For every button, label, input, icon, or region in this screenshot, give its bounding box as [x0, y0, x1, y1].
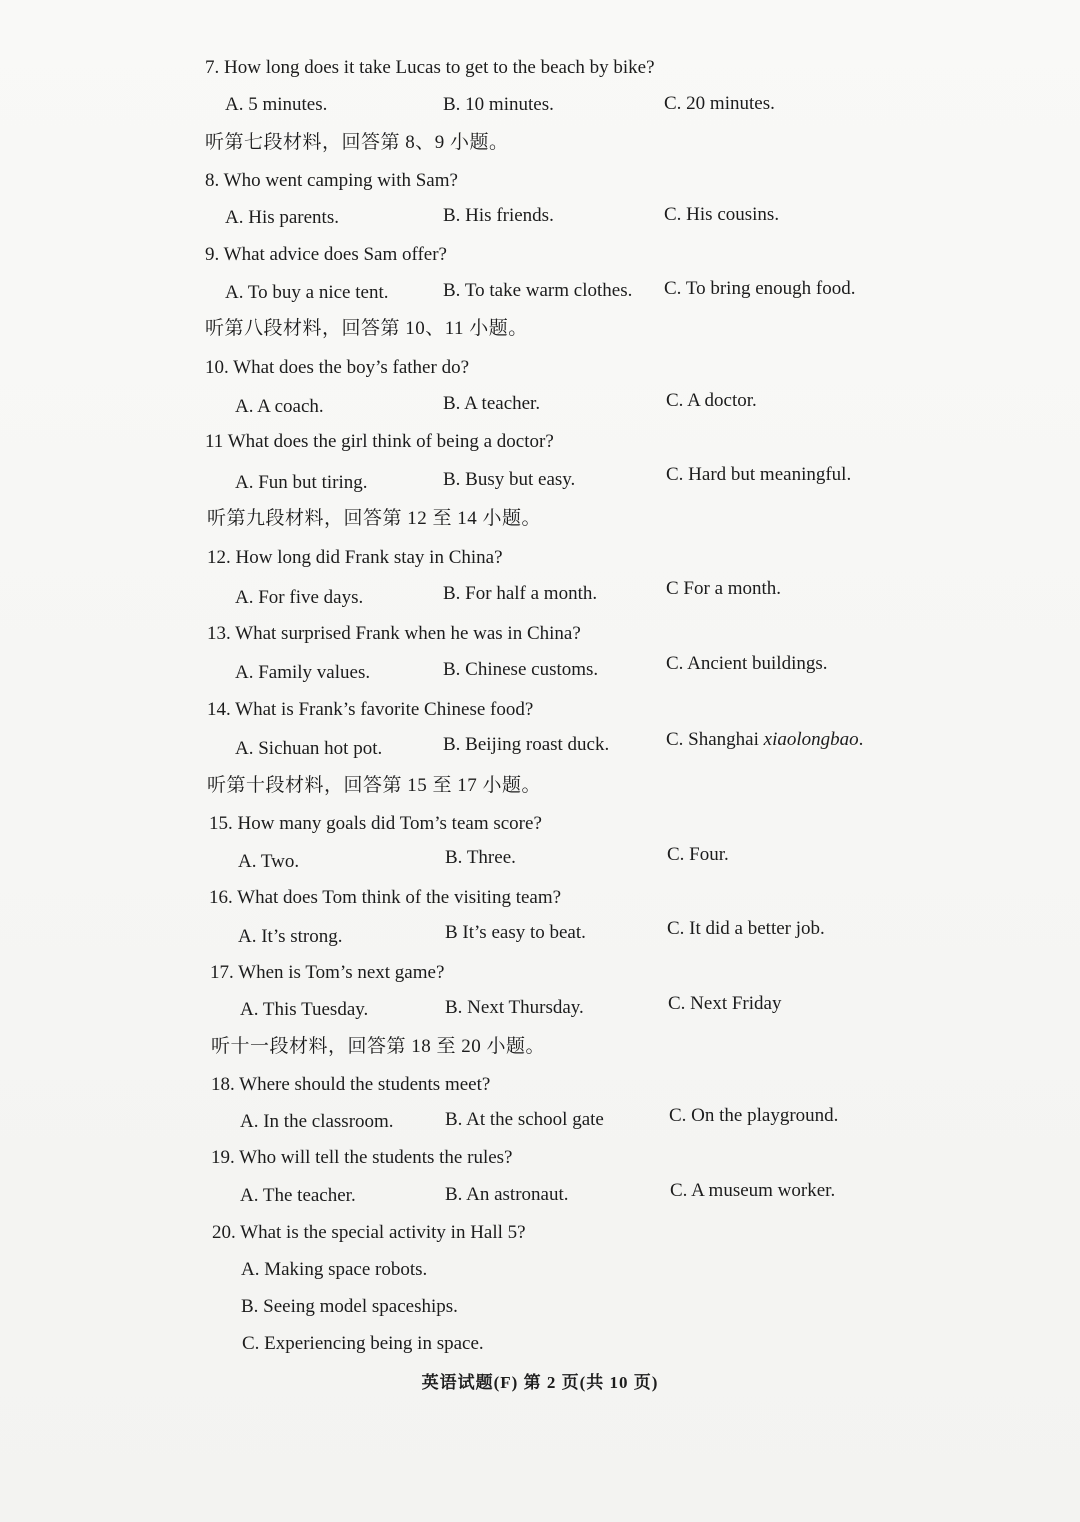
q19-option-b: B. An astronaut.	[445, 1184, 569, 1205]
section-heading-7: 听第七段材料，回答第 8、9 小题。	[205, 132, 509, 153]
q17-option-c: C. Next Friday	[668, 993, 782, 1014]
question-16: 16. What does Tom think of the visiting team?	[209, 887, 562, 908]
q11-option-b: B. Busy but easy.	[443, 469, 576, 490]
q13-option-b: B. Chinese customs.	[443, 659, 599, 680]
q8-option-a: A. His parents.	[225, 207, 339, 228]
q7-option-a: A. 5 minutes.	[225, 94, 328, 115]
q20-option-a: A. Making space robots.	[241, 1259, 428, 1280]
q11-option-a: A. Fun but tiring.	[235, 472, 368, 493]
section-heading-10: 听第十段材料，回答第 15 至 17 小题。	[207, 775, 542, 796]
question-18: 18. Where should the students meet?	[211, 1074, 491, 1095]
q15-option-a: A. Two.	[238, 851, 300, 872]
q19-option-c: C. A museum worker.	[670, 1180, 836, 1201]
question-9: 9. What advice does Sam offer?	[205, 244, 447, 265]
q9-option-c: C. To bring enough food.	[664, 278, 856, 299]
page-footer: 英语试题(F) 第 2 页(共 10 页)	[421, 1373, 659, 1392]
q13-option-c: C. Ancient buildings.	[666, 653, 828, 674]
q20-option-c: C. Experiencing being in space.	[242, 1333, 484, 1354]
q7-option-c: C. 20 minutes.	[664, 93, 775, 114]
q18-option-a: A. In the classroom.	[240, 1111, 394, 1132]
q9-option-a: A. To buy a nice tent.	[225, 282, 389, 303]
q18-option-c: C. On the playground.	[669, 1105, 839, 1126]
question-15: 15. How many goals did Tom’s team score?	[209, 813, 542, 834]
section-heading-8: 听第八段材料，回答第 10、11 小题。	[205, 318, 528, 339]
q8-option-c: C. His cousins.	[664, 204, 780, 225]
q15-option-c: C. Four.	[667, 844, 729, 865]
q20-option-b: B. Seeing model spaceships.	[241, 1296, 458, 1317]
q11-option-c: C. Hard but meaningful.	[666, 464, 852, 485]
q18-option-b: B. At the school gate	[445, 1109, 604, 1130]
q8-option-b: B. His friends.	[443, 205, 554, 226]
q19-option-a: A. The teacher.	[240, 1185, 356, 1206]
section-heading-9: 听第九段材料，回答第 12 至 14 小题。	[207, 508, 542, 529]
question-10: 10. What does the boy’s father do?	[205, 357, 469, 378]
q14-option-a: A. Sichuan hot pot.	[235, 738, 383, 759]
section-heading-11: 听十一段材料，回答第 18 至 20 小题。	[211, 1036, 546, 1057]
question-19: 19. Who will tell the students the rules?	[211, 1147, 513, 1168]
q14-option-b: B. Beijing roast duck.	[443, 734, 610, 755]
q16-option-c: C. It did a better job.	[667, 918, 825, 939]
q7-option-b: B. 10 minutes.	[443, 94, 554, 115]
q17-option-a: A. This Tuesday.	[240, 999, 369, 1020]
q10-option-b: B. A teacher.	[443, 393, 541, 414]
q10-option-c: C. A doctor.	[666, 390, 757, 411]
q10-option-a: A. A coach.	[235, 396, 324, 417]
question-8: 8. Who went camping with Sam?	[205, 170, 458, 191]
q14-option-c: C. Shanghai xiaolongbao.	[666, 729, 864, 750]
question-11: 11 What does the girl think of being a doctor?	[205, 431, 554, 452]
q16-option-a: A. It’s strong.	[238, 926, 343, 947]
q12-option-c: C For a month.	[666, 578, 782, 599]
question-13: 13. What surprised Frank when he was in China?	[207, 623, 581, 644]
q9-option-b: B. To take warm clothes.	[443, 280, 633, 301]
q17-option-b: B. Next Thursday.	[445, 997, 584, 1018]
q12-option-b: B. For half a month.	[443, 583, 598, 604]
q15-option-b: B. Three.	[445, 847, 516, 868]
question-20: 20. What is the special activity in Hall 5?	[212, 1222, 526, 1243]
question-12: 12. How long did Frank stay in China?	[207, 547, 503, 568]
q13-option-a: A. Family values.	[235, 662, 371, 683]
q12-option-a: A. For five days.	[235, 587, 364, 608]
question-17: 17. When is Tom’s next game?	[210, 962, 445, 983]
question-14: 14. What is Frank’s favorite Chinese food?	[207, 699, 534, 720]
question-7: 7. How long does it take Lucas to get to the beach by bike?	[205, 57, 655, 78]
q16-option-b: B It’s easy to beat.	[445, 922, 586, 943]
